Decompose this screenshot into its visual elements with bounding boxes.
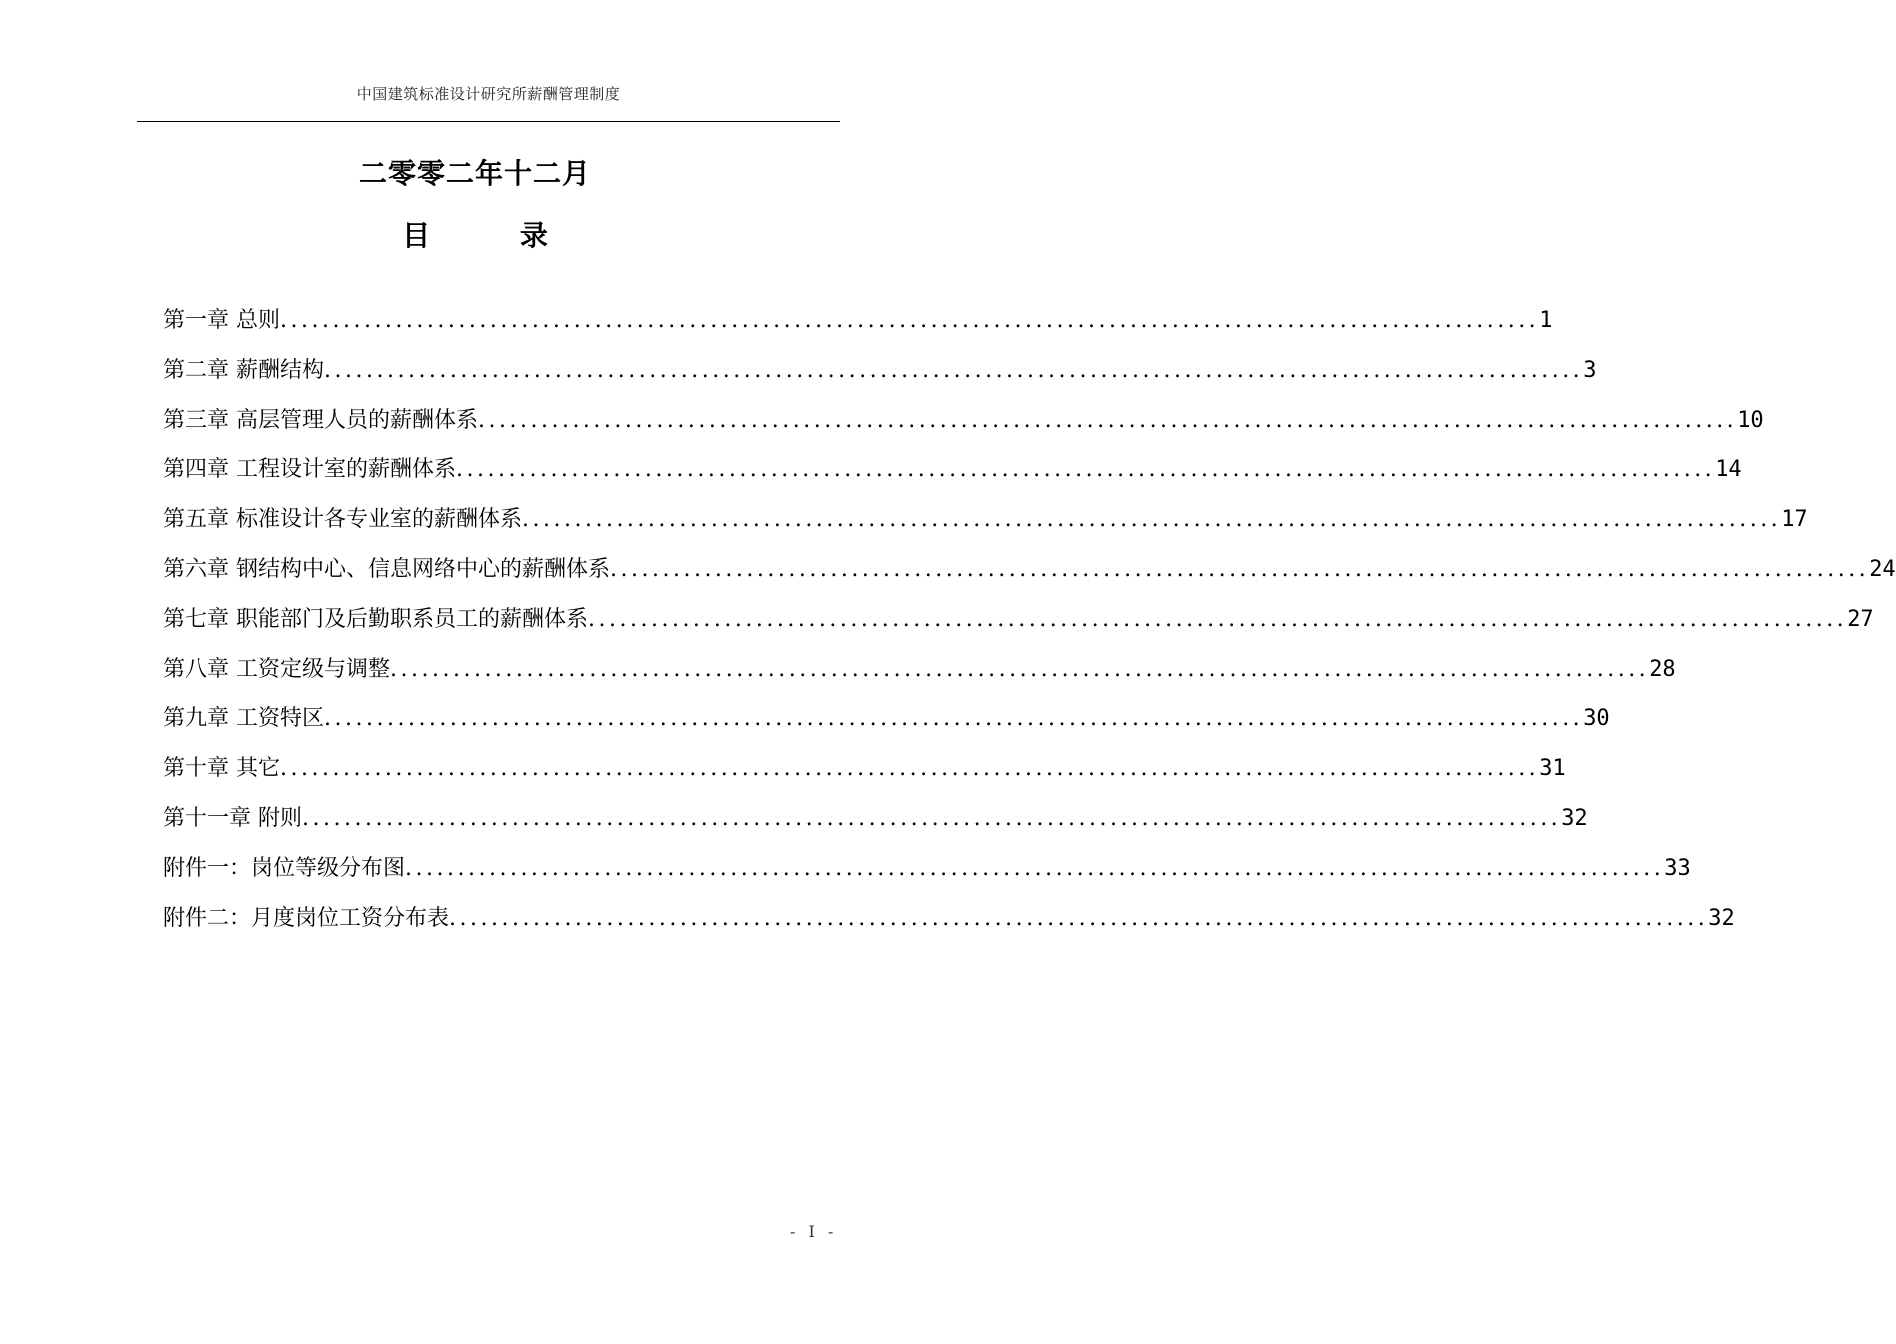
toc-dot-leader: ........................................................................................................................ — [324, 357, 1584, 383]
toc-entry-page-number: 17 — [1781, 507, 1808, 533]
toc-entry-label: 第三章 高层管理人员的薪酬体系 — [163, 407, 478, 433]
toc-entry[interactable] — [163, 751, 1566, 801]
toc-entry-page-number: 24 — [1869, 556, 1896, 582]
toc-entry-page-number: 10 — [1737, 407, 1764, 433]
toc-entry-page-number: 27 — [1847, 606, 1874, 632]
toc-entry[interactable] — [163, 652, 1676, 702]
toc-entry-page-number: 31 — [1539, 756, 1566, 782]
toc-entry[interactable] — [163, 602, 1874, 652]
toc-dot-leader: ........................................................................................................................ — [390, 656, 1650, 682]
document-date: 二零零二年十二月 — [358, 157, 591, 190]
toc-dot-leader: ........................................................................................................................ — [449, 905, 1709, 931]
toc-dot-leader: ........................................................................................................................ — [302, 805, 1562, 831]
toc-entry-page-number: 33 — [1664, 855, 1691, 881]
toc-dot-leader: ........................................................................................................................ — [456, 457, 1716, 483]
toc-dot-leader: ........................................................................................................................ — [324, 706, 1584, 732]
toc-entry-label: 第四章 工程设计室的薪酬体系 — [163, 457, 456, 483]
toc-entry-label: 第十一章 附则 — [163, 805, 302, 831]
toc-heading: 目 录 — [402, 219, 588, 252]
toc-dot-leader: ........................................................................................................................ — [610, 556, 1870, 582]
toc-dot-leader: ........................................................................................................................ — [405, 855, 1665, 881]
toc-entry-label: 第二章 薪酬结构 — [163, 357, 324, 383]
toc-entry-label: 第一章 总则 — [163, 308, 280, 333]
toc-entry-page-number: 32 — [1708, 905, 1735, 931]
toc-entry-label: 第十章 其它 — [163, 756, 280, 782]
toc-entry[interactable] — [163, 801, 1588, 851]
toc-entry-page-number: 32 — [1561, 805, 1588, 831]
table-of-contents — [163, 303, 1896, 950]
toc-dot-leader: ........................................................................................................................ — [280, 308, 1540, 333]
toc-entry[interactable] — [163, 502, 1808, 552]
toc-entry-page-number: 14 — [1715, 457, 1742, 483]
toc-dot-leader: ........................................................................................................................ — [280, 756, 1540, 782]
toc-entry-label: 第五章 标准设计各专业室的薪酬体系 — [163, 507, 522, 533]
page-number: - I - — [790, 1222, 838, 1241]
page-header-title: 中国建筑标准设计研究所薪酬管理制度 — [356, 85, 621, 103]
toc-entry-page-number: 28 — [1649, 656, 1676, 682]
toc-entry-page-number: 3 — [1583, 357, 1597, 383]
toc-entry[interactable] — [163, 552, 1896, 602]
toc-entry-label: 第七章 职能部门及后勤职系员工的薪酬体系 — [163, 606, 588, 632]
toc-entry-label: 第九章 工资特区 — [163, 706, 324, 732]
toc-entry-label: 第六章 钢结构中心、信息网络中心的薪酬体系 — [163, 556, 610, 582]
toc-entry[interactable] — [163, 701, 1610, 751]
toc-dot-leader: ........................................................................................................................ — [478, 407, 1738, 433]
toc-entry-page-number: 1 — [1539, 308, 1553, 333]
toc-dot-leader: ........................................................................................................................ — [522, 507, 1782, 533]
toc-entry[interactable] — [163, 303, 1553, 353]
toc-entry[interactable] — [163, 452, 1742, 502]
toc-entry-page-number: 30 — [1583, 706, 1610, 732]
toc-entry[interactable] — [163, 851, 1691, 901]
toc-dot-leader: ........................................................................................................................ — [588, 606, 1848, 632]
toc-entry-label: 附件一：岗位等级分布图 — [163, 855, 406, 881]
header-divider — [137, 121, 840, 122]
toc-entry[interactable] — [163, 403, 1764, 453]
toc-entry[interactable] — [163, 901, 1735, 951]
toc-entry-label: 附件二：月度岗位工资分布表 — [163, 905, 450, 931]
toc-entry[interactable] — [163, 353, 1597, 403]
toc-entry-label: 第八章 工资定级与调整 — [163, 656, 390, 682]
